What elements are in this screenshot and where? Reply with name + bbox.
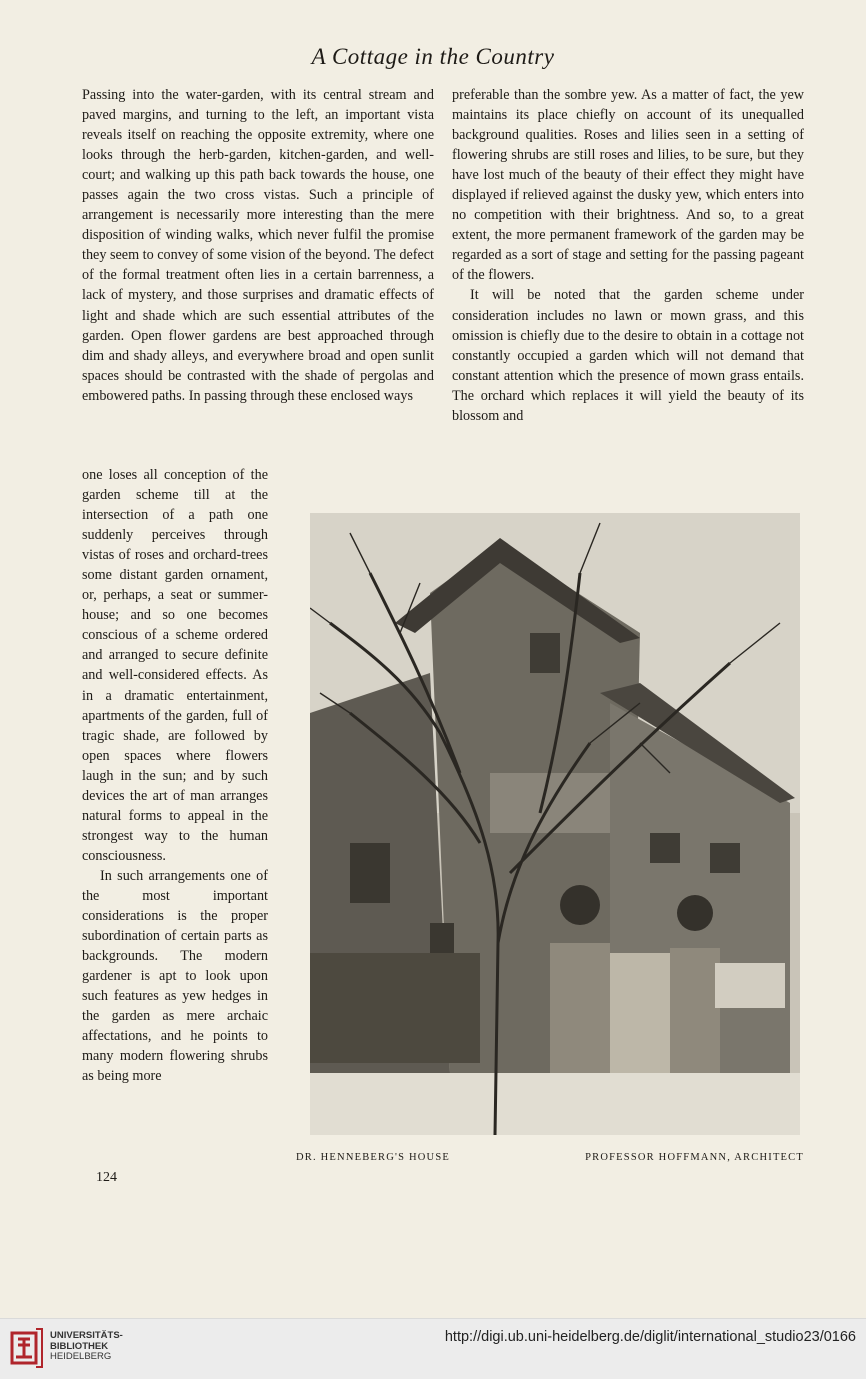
running-head: A Cottage in the Country <box>311 44 555 69</box>
paragraph: Passing into the water-garden, with its central stream and paved margins, and turning to the left, an important vista reveals itself on reaching the opposite extremity, where one looks through the herb-garden, kitchen-garden, and well-court; and walking up this path back towards the house, one passes again the two cross vistas. Such a principle of arrangement is necessarily more interesting than the mere disposition of winding walks, which never fulfil the promise they seem to convey of some vision of the beyond. The defect of the formal treatment often lies in a certain barrenness, a lack of mystery, and those surprises and dramatic effects of light and shade which are such essential attributes of the garden. Open flower gardens are best approached through dim and shady alleys, and everywhere broad and open sunlit spaces should be contrasted with the shade of pergolas and embowered paths. In passing through these enclosed ways <box>82 87 434 404</box>
source-url-link[interactable]: http://digi.ub.uni-heidelberg.de/diglit/international_studio23/0166 <box>444 1329 856 1345</box>
right-column <box>452 85 804 426</box>
library-name-line: HEIDELBERG <box>50 1351 112 1362</box>
figure-caption-left: DR. HENNEBERG'S HOUSE <box>296 1152 450 1163</box>
page-number: 124 <box>96 1170 117 1185</box>
left-column-narrow <box>82 465 268 1086</box>
library-name-line: BIBLIOTHEK <box>50 1340 109 1352</box>
library-name-line: UNIVERSITÄTS- <box>50 1330 123 1341</box>
library-footer <box>0 1318 866 1379</box>
university-library-logo-icon[interactable] <box>10 1327 44 1369</box>
figure-caption-right: PROFESSOR HOFFMANN, ARCHITECT <box>585 1152 804 1163</box>
library-name <box>50 1331 123 1363</box>
left-column-top <box>82 85 434 406</box>
paragraph: one loses all conception of the garden scheme till at the intersection of a path one suddenly perceives through vistas of roses and orchard-trees some distant garden ornament, or, perhaps, a seat or summer-house; and so one becomes conscious of a scheme ordered and arranged to secure definite and well-considered effects. As in a dramatic entertainment, apartments of the garden, full of tragic shade, are followed by open spaces where flowers laugh in the sun; and by such devices the art of man arranges natural forms to appeal in the strongest way to the human consciousness. <box>82 467 268 864</box>
paragraph: It will be noted that the garden scheme under consideration includes no lawn or mown grass, and this omission is chiefly due to the desire to obtain in a cottage not constantly occupied a garden which will not demand that constant attention which the presence of mown grass entails. The orchard which replaces it will yield the beauty of its blossom and <box>452 287 804 424</box>
paragraph: In such arrangements one of the most important considerations is the proper subordination of certain parts as backgrounds. The modern gardener is apt to look upon such features as yew hedges in the garden as mere archaic affectations, and he points to many modern flowering shrubs as being more <box>82 867 268 1085</box>
paragraph: preferable than the sombre yew. As a matter of fact, the yew maintains its place chiefly on account of its unequalled background qualities. Roses and lilies seen in a setting of flowering shrubs are still roses and lilies, to be sure, but they have lost much of the beauty of their effect they might have displayed if relieved against the dusky yew, which enters into no competition with their brightness. And so, to a great extent, the more permanent framework of the garden may be regarded as a sort of stage and setting for the passing pageant of the flowers. <box>452 87 804 284</box>
house-photograph <box>310 513 800 1135</box>
